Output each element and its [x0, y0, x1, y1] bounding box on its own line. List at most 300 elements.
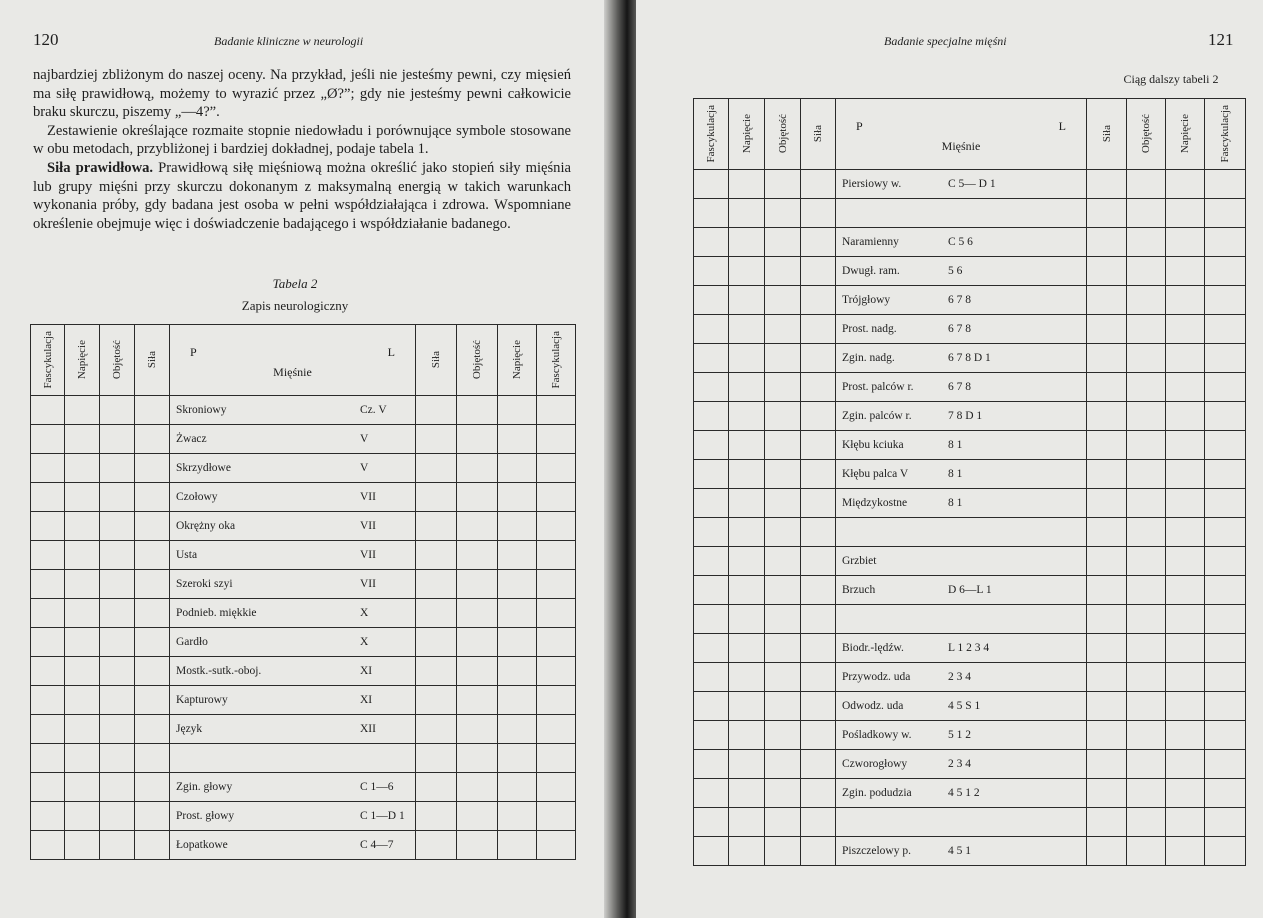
- record-cell: [694, 402, 729, 431]
- record-cell: [1205, 402, 1246, 431]
- innervation-level: VII: [360, 520, 376, 532]
- record-cell: [457, 802, 498, 831]
- table-row: [31, 628, 576, 657]
- muscle-cell: [836, 547, 1087, 576]
- record-cell: [65, 512, 100, 541]
- muscle-cell: [170, 483, 416, 512]
- record-cell: [31, 686, 65, 715]
- record-cell: [1127, 489, 1166, 518]
- record-cell: [537, 773, 576, 802]
- header-muscles-title: Mięśnie: [273, 365, 312, 379]
- record-cell: [100, 454, 135, 483]
- muscle-name: Zgin. głowy: [176, 781, 233, 793]
- record-cell: [694, 576, 729, 605]
- record-cell: [729, 547, 765, 576]
- record-cell: [765, 431, 801, 460]
- muscle-name: Język: [176, 723, 203, 735]
- header-left-2-label: Objętość: [776, 114, 789, 154]
- record-cell: [729, 808, 765, 837]
- record-cell: [416, 599, 457, 628]
- record-cell: [100, 396, 135, 425]
- record-cell: [765, 721, 801, 750]
- header-left-3: [135, 325, 170, 396]
- record-cell: [416, 715, 457, 744]
- record-cell: [1166, 228, 1205, 257]
- record-cell: [1205, 460, 1246, 489]
- record-cell: [457, 599, 498, 628]
- record-cell: [801, 663, 836, 692]
- table-row: [31, 715, 576, 744]
- record-cell: [1087, 460, 1127, 489]
- record-cell: [1166, 808, 1205, 837]
- record-cell: [1205, 808, 1246, 837]
- record-cell: [801, 344, 836, 373]
- record-cell: [1166, 402, 1205, 431]
- record-cell: [765, 257, 801, 286]
- record-cell: [416, 628, 457, 657]
- record-cell: [694, 779, 729, 808]
- header-left-0-label: Fascykulacja: [41, 331, 54, 389]
- record-cell: [765, 315, 801, 344]
- record-cell: [1166, 170, 1205, 199]
- header-left-0: [31, 325, 65, 396]
- record-cell: [1166, 692, 1205, 721]
- record-cell: [1127, 808, 1166, 837]
- record-cell: [135, 744, 170, 773]
- body-text: [33, 66, 571, 233]
- record-cell: [31, 512, 65, 541]
- record-cell: [801, 199, 836, 228]
- record-cell: [31, 628, 65, 657]
- record-cell: [1166, 663, 1205, 692]
- record-cell: [457, 570, 498, 599]
- record-cell: [694, 489, 729, 518]
- record-cell: [1127, 344, 1166, 373]
- record-cell: [694, 837, 729, 866]
- record-cell: [100, 512, 135, 541]
- record-cell: [100, 425, 135, 454]
- muscle-cell: [836, 808, 1087, 837]
- record-cell: [1127, 315, 1166, 344]
- record-cell: [1087, 634, 1127, 663]
- record-cell: [416, 454, 457, 483]
- record-cell: [1205, 199, 1246, 228]
- record-cell: [537, 715, 576, 744]
- record-cell: [1087, 489, 1127, 518]
- paragraph-1: najbardziej zbliżonym do naszej oceny. Na przykład, jeśli nie jesteśmy pewni, czy mięsień ma siłę prawidłową, możemy to wyrazić przez „Ø?”; gdy nie jesteśmy pewni całkowicie braku skurczu, piszemy „—4?”.: [33, 67, 571, 121]
- record-cell: [765, 373, 801, 402]
- record-cell: [65, 396, 100, 425]
- record-cell: [801, 750, 836, 779]
- header-left-1-label: Napięcie: [76, 340, 88, 380]
- record-cell: [100, 715, 135, 744]
- record-cell: [729, 721, 765, 750]
- innervation-level: D 6—L 1: [948, 584, 992, 596]
- paragraph-2: Zestawienie określające rozmaite stopnie niedowładu i porównujące symbole stosowane w obu metodach, przybliżonej i bardziej dokładnej, podaje tabela 1.: [33, 122, 571, 158]
- record-cell: [416, 512, 457, 541]
- innervation-level: V: [360, 433, 369, 445]
- record-cell: [31, 773, 65, 802]
- running-title-right: Badanie specjalne mięśni: [884, 34, 1007, 48]
- record-cell: [416, 425, 457, 454]
- record-cell: [729, 199, 765, 228]
- muscle-cell: [170, 599, 416, 628]
- record-cell: [135, 425, 170, 454]
- record-cell: [1087, 199, 1127, 228]
- record-cell: [694, 199, 729, 228]
- record-cell: [801, 837, 836, 866]
- record-cell: [694, 286, 729, 315]
- muscle-cell: [836, 837, 1087, 866]
- record-cell: [1205, 721, 1246, 750]
- record-cell: [135, 599, 170, 628]
- record-cell: [1166, 576, 1205, 605]
- record-cell: [1205, 228, 1246, 257]
- record-cell: [135, 570, 170, 599]
- innervation-level: C 5— D 1: [948, 178, 996, 190]
- header-right-2: [1166, 99, 1205, 170]
- record-cell: [729, 663, 765, 692]
- muscle-cell: [170, 657, 416, 686]
- muscle-cell: [170, 686, 416, 715]
- record-cell: [1087, 228, 1127, 257]
- table-row: [31, 744, 576, 773]
- muscle-cell: [836, 518, 1087, 547]
- record-cell: [498, 425, 537, 454]
- record-cell: [1127, 663, 1166, 692]
- innervation-level: 5 6: [948, 265, 963, 277]
- record-cell: [498, 599, 537, 628]
- muscle-name: Naramienny: [842, 236, 899, 248]
- record-cell: [416, 657, 457, 686]
- header-right-3-label: Fascykulacja: [550, 331, 562, 389]
- record-cell: [100, 628, 135, 657]
- record-cell: [135, 686, 170, 715]
- record-cell: [31, 570, 65, 599]
- muscle-cell: [836, 721, 1087, 750]
- record-cell: [65, 425, 100, 454]
- innervation-level: X: [360, 636, 369, 648]
- record-cell: [1087, 692, 1127, 721]
- record-cell: [31, 425, 65, 454]
- record-cell: [729, 344, 765, 373]
- table-continuation: Ciąg dalszy tabeli 2: [1123, 72, 1219, 86]
- innervation-level: 8 1: [948, 439, 963, 451]
- innervation-level: 4 5 1: [948, 845, 971, 857]
- record-cell: [1087, 344, 1127, 373]
- paragraph-3-body: Prawidłową siłę mięśniową można określić jako stopień siły mięśnia lub grupy mięśni przy skurczu dokonanym z maksymalną energią w takich warunkach wykonania próby, gdy badana jest osoba w pełni współdziałająca i zdrowa. Wspomniane określenie obejmuje więc i doświadczenie badającego i współdziałanie badanego.: [33, 159, 571, 232]
- record-cell: [1087, 286, 1127, 315]
- record-cell: [1127, 170, 1166, 199]
- record-cell: [537, 831, 576, 860]
- record-cell: [729, 518, 765, 547]
- record-cell: [765, 837, 801, 866]
- record-cell: [100, 773, 135, 802]
- record-cell: [765, 170, 801, 199]
- record-cell: [537, 512, 576, 541]
- record-cell: [765, 779, 801, 808]
- header-left-2-label: Objętość: [111, 340, 123, 380]
- header-left-3: [801, 99, 836, 170]
- header-left-0-label: Fascykulacja: [705, 105, 717, 163]
- table-row: [694, 344, 1246, 373]
- muscle-name: Zgin. podudzia: [842, 787, 912, 799]
- muscle-name: Łopatkowe: [176, 839, 228, 851]
- record-cell: [801, 315, 836, 344]
- record-cell: [801, 402, 836, 431]
- page-number-right: 121: [1208, 30, 1234, 49]
- record-cell: [765, 518, 801, 547]
- record-cell: [801, 518, 836, 547]
- record-cell: [765, 576, 801, 605]
- record-cell: [416, 570, 457, 599]
- muscle-cell: [836, 692, 1087, 721]
- header-right-0-label: Siła: [430, 351, 442, 369]
- record-cell: [1205, 576, 1246, 605]
- innervation-level: 6 7 8: [948, 294, 971, 306]
- muscle-name: Prost. nadg.: [842, 323, 897, 335]
- record-cell: [729, 257, 765, 286]
- record-cell: [31, 483, 65, 512]
- table-title: Zapis neurologiczny: [241, 298, 349, 313]
- record-cell: [729, 402, 765, 431]
- table-row: [31, 541, 576, 570]
- record-cell: [1205, 286, 1246, 315]
- record-cell: [65, 744, 100, 773]
- muscle-name: Skrzydłowe: [176, 462, 231, 474]
- record-cell: [1087, 431, 1127, 460]
- record-cell: [31, 744, 65, 773]
- record-cell: [498, 686, 537, 715]
- record-cell: [457, 425, 498, 454]
- record-cell: [100, 657, 135, 686]
- record-cell: [498, 541, 537, 570]
- record-cell: [801, 460, 836, 489]
- record-cell: [135, 831, 170, 860]
- record-cell: [1087, 257, 1127, 286]
- record-cell: [694, 170, 729, 199]
- record-cell: [65, 599, 100, 628]
- paragraph-3-heading: Siła prawidłowa.: [47, 159, 154, 176]
- muscle-name: Dwugł. ram.: [842, 265, 900, 277]
- table-row: [31, 512, 576, 541]
- record-cell: [1166, 373, 1205, 402]
- record-cell: [1166, 315, 1205, 344]
- record-cell: [100, 831, 135, 860]
- record-cell: [1166, 779, 1205, 808]
- table-row: [694, 373, 1246, 402]
- table-row: [31, 657, 576, 686]
- record-cell: [694, 518, 729, 547]
- record-cell: [765, 547, 801, 576]
- record-cell: [1127, 402, 1166, 431]
- record-cell: [801, 721, 836, 750]
- record-cell: [457, 541, 498, 570]
- muscle-name: Czworogłowy: [842, 758, 908, 770]
- record-cell: [416, 483, 457, 512]
- muscle-name: Biodr.-lędźw.: [842, 642, 904, 654]
- header-right-1-label: Objętość: [471, 340, 483, 380]
- record-cell: [1166, 547, 1205, 576]
- record-cell: [1087, 605, 1127, 634]
- table-row: [694, 837, 1246, 866]
- record-cell: [31, 715, 65, 744]
- muscle-name: Kłębu kciuka: [842, 439, 904, 451]
- record-cell: [694, 750, 729, 779]
- muscle-cell: [170, 831, 416, 860]
- record-cell: [765, 663, 801, 692]
- record-cell: [31, 396, 65, 425]
- record-cell: [694, 228, 729, 257]
- record-cell: [765, 605, 801, 634]
- record-cell: [100, 599, 135, 628]
- muscle-cell: [170, 628, 416, 657]
- innervation-level: 6 7 8: [948, 323, 971, 335]
- innervation-level: 4 5 1 2: [948, 787, 980, 799]
- table-row: [694, 228, 1246, 257]
- table-row: [694, 779, 1246, 808]
- header-left-1: [729, 99, 765, 170]
- record-cell: [1127, 431, 1166, 460]
- record-cell: [1087, 170, 1127, 199]
- table-row: [694, 634, 1246, 663]
- muscle-cell: [836, 228, 1087, 257]
- record-cell: [765, 808, 801, 837]
- record-cell: [765, 489, 801, 518]
- muscle-name: Zgin. nadg.: [842, 352, 895, 364]
- record-cell: [65, 802, 100, 831]
- record-cell: [801, 228, 836, 257]
- muscle-name: Piszczelowy p.: [842, 845, 911, 857]
- record-cell: [457, 773, 498, 802]
- record-cell: [416, 541, 457, 570]
- record-cell: [537, 454, 576, 483]
- record-cell: [31, 599, 65, 628]
- record-cell: [1166, 431, 1205, 460]
- header-right-3-label: Fascykulacja: [1219, 105, 1231, 163]
- muscle-cell: [836, 750, 1087, 779]
- record-cell: [100, 744, 135, 773]
- record-cell: [801, 431, 836, 460]
- record-cell: [1205, 315, 1246, 344]
- header-right-0: [416, 325, 457, 396]
- muscle-cell: [170, 396, 416, 425]
- record-cell: [537, 744, 576, 773]
- record-cell: [694, 344, 729, 373]
- record-cell: [694, 257, 729, 286]
- record-cell: [537, 686, 576, 715]
- record-cell: [729, 286, 765, 315]
- record-cell: [765, 402, 801, 431]
- record-cell: [729, 373, 765, 402]
- muscle-cell: [836, 315, 1087, 344]
- muscle-name: Okrężny oka: [176, 520, 236, 532]
- header-muscles-title: Mięśnie: [941, 139, 981, 153]
- muscle-name: Pośladkowy w.: [842, 729, 912, 741]
- record-cell: [498, 396, 537, 425]
- record-cell: [65, 773, 100, 802]
- header-right-1-label: Objętość: [1140, 114, 1152, 154]
- record-cell: [1087, 663, 1127, 692]
- muscle-cell: [170, 802, 416, 831]
- record-cell: [1166, 518, 1205, 547]
- record-cell: [457, 454, 498, 483]
- record-cell: [729, 489, 765, 518]
- muscle-cell: [170, 541, 416, 570]
- record-cell: [457, 715, 498, 744]
- record-cell: [65, 570, 100, 599]
- table-row: [31, 425, 576, 454]
- table-row: [31, 686, 576, 715]
- header-right-0-label: Siła: [1100, 125, 1113, 143]
- record-cell: [135, 802, 170, 831]
- record-cell: [416, 396, 457, 425]
- muscle-cell: [836, 634, 1087, 663]
- record-cell: [537, 657, 576, 686]
- header-right-2: [498, 325, 537, 396]
- record-cell: [1087, 547, 1127, 576]
- record-cell: [1087, 808, 1127, 837]
- record-cell: [1166, 199, 1205, 228]
- record-cell: [1087, 576, 1127, 605]
- record-cell: [765, 286, 801, 315]
- record-cell: [694, 460, 729, 489]
- record-cell: [1205, 634, 1246, 663]
- record-cell: [1127, 373, 1166, 402]
- record-cell: [31, 541, 65, 570]
- record-cell: [416, 831, 457, 860]
- record-cell: [537, 541, 576, 570]
- record-cell: [65, 715, 100, 744]
- record-cell: [100, 483, 135, 512]
- muscle-name: Mostk.-sutk.-oboj.: [176, 665, 262, 677]
- header-muscles: [836, 99, 1087, 170]
- record-cell: [1127, 721, 1166, 750]
- record-cell: [1127, 779, 1166, 808]
- muscle-name: Kapturowy: [176, 694, 228, 706]
- record-cell: [1166, 634, 1205, 663]
- record-cell: [694, 315, 729, 344]
- record-cell: [1127, 286, 1166, 315]
- header-muscles: [170, 325, 416, 396]
- record-cell: [457, 686, 498, 715]
- muscle-cell: [836, 460, 1087, 489]
- innervation-level: L 1 2 3 4: [948, 642, 990, 654]
- innervation-level: VII: [360, 578, 376, 590]
- record-cell: [801, 170, 836, 199]
- innervation-level: C 4—7: [360, 839, 394, 851]
- record-cell: [1205, 344, 1246, 373]
- header-p: P: [190, 345, 197, 359]
- table-row: [694, 489, 1246, 518]
- record-cell: [65, 541, 100, 570]
- record-cell: [457, 657, 498, 686]
- record-cell: [1205, 489, 1246, 518]
- muscle-name: Brzuch: [842, 584, 876, 596]
- muscle-cell: [170, 425, 416, 454]
- muscle-cell: [836, 605, 1087, 634]
- record-cell: [729, 315, 765, 344]
- record-cell: [416, 802, 457, 831]
- header-left-2: [765, 99, 801, 170]
- muscle-cell: [170, 512, 416, 541]
- innervation-level: 8 1: [948, 468, 963, 480]
- innervation-level: 8 1: [948, 497, 963, 509]
- record-cell: [729, 634, 765, 663]
- record-cell: [1087, 402, 1127, 431]
- record-cell: [1087, 373, 1127, 402]
- muscle-name: Grzbiet: [842, 555, 877, 567]
